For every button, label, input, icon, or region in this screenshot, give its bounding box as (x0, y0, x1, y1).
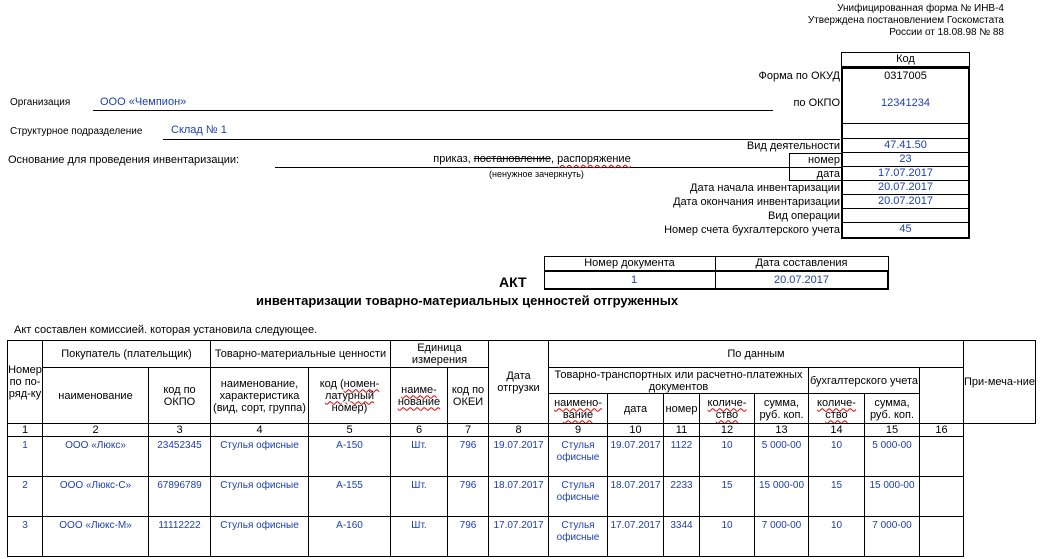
column-number: 14 (809, 424, 865, 437)
cell-okpo: 67896789 (149, 477, 211, 517)
activity-label: Вид деятельности (746, 140, 840, 152)
basis-resolution: постановление (473, 153, 551, 165)
okud-label: Форма по ОКУД (758, 70, 840, 82)
cell-code: А-150 (309, 437, 391, 477)
act-subtitle: инвентаризации товарно-материальных ценностей отгруженных (256, 293, 679, 308)
start-date: 20.07.2017 (877, 181, 934, 193)
okpo-label: по ОКПО (793, 97, 840, 109)
cell-code: А-155 (309, 477, 391, 517)
end-label: Дата окончания инвентаризации (673, 196, 840, 208)
cell-okpo: 23452345 (149, 437, 211, 477)
code-row-end (841, 195, 970, 209)
header-d-date: дата (608, 394, 664, 424)
cell-unit: Шт. (391, 437, 448, 477)
date-label: дата (816, 168, 840, 180)
code-row-activity (841, 139, 970, 153)
header-acc: бухгалтерского учета (809, 368, 920, 394)
start-label: Дата начала инвентаризации (690, 182, 840, 194)
header-d-name: наимено-вание (549, 394, 608, 424)
table-body (8, 437, 1036, 557)
cell-a-sum: 5 000-00 (865, 437, 920, 477)
cell-no: 1 (8, 437, 43, 477)
activity-code: 47.41.50 (884, 139, 927, 151)
header-buyer-name: наименование (43, 368, 149, 424)
header-d-sum: сумма, руб. коп. (755, 394, 809, 424)
cell-d-num: 2233 (664, 477, 700, 517)
doc-box-divider (544, 270, 889, 272)
table-row (8, 477, 1036, 517)
cell-code: А-160 (309, 517, 391, 557)
doc-num-header: Номер документа (584, 257, 675, 269)
header-goods-code-c: номер) (331, 401, 368, 414)
cell-okei: 796 (448, 437, 489, 477)
cell-buyer: ООО «Люкс-М» (43, 517, 149, 557)
cell-d-qty: 15 (700, 477, 755, 517)
cell-buyer: ООО «Люкс-С» (43, 477, 149, 517)
cell-ship: 17.07.2017 (489, 517, 549, 557)
column-number: 1 (8, 424, 43, 437)
cell-note (920, 517, 964, 557)
cell-ship: 18.07.2017 (489, 477, 549, 517)
basis-order: приказ (433, 153, 468, 165)
cell-d-qty: 10 (700, 517, 755, 557)
cell-unit: Шт. (391, 517, 448, 557)
header-goods: Товарно-материальные ценности (211, 341, 391, 368)
header-goods-code-b: номен-латурный (324, 377, 380, 402)
cell-a-qty: 15 (809, 477, 865, 517)
code-row-operation (841, 209, 970, 223)
org-label: Организация (10, 97, 71, 108)
dept-label: Структурное подразделение (10, 126, 143, 137)
intro-text: Акт составлен комиссией. которая установила следующее. (14, 324, 318, 336)
doc-date: 20.07.2017 (773, 274, 830, 286)
basis-sep2: , (551, 153, 558, 165)
doc-date-header: Дата составления (755, 257, 848, 269)
cell-unit: Шт. (391, 477, 448, 517)
cell-no: 3 (8, 517, 43, 557)
basis-label: Основание для проведения инвентаризации: (8, 154, 240, 166)
cell-buyer: ООО «Люкс» (43, 437, 149, 477)
end-date: 20.07.2017 (877, 195, 934, 207)
header-goods-name: наименование, характеристика (вид, сорт, группа) (211, 368, 309, 424)
cell-d-name: Стулья офисные (549, 517, 608, 557)
act-title: АКТ (499, 274, 527, 290)
code-row-account (841, 223, 970, 239)
form-header (808, 3, 1004, 39)
table-row (8, 437, 1036, 477)
cell-note (920, 437, 964, 477)
header-note: При-меча-ние (964, 341, 1036, 424)
cell-d-date: 18.07.2017 (608, 477, 664, 517)
header-goods-code (309, 368, 391, 424)
cell-d-sum: 15 000-00 (755, 477, 809, 517)
cell-d-qty: 10 (700, 437, 755, 477)
cell-d-sum: 7 000-00 (755, 517, 809, 557)
account-number: 45 (899, 223, 912, 235)
code-header: Код (841, 52, 970, 67)
column-number: 3 (149, 424, 211, 437)
header-buyer: Покупатель (плательщик) (43, 341, 211, 368)
cell-d-date: 19.07.2017 (608, 437, 664, 477)
dept-field (163, 124, 840, 140)
column-number: 12 (700, 424, 755, 437)
cell-d-name: Стулья офисные (549, 477, 608, 517)
column-number: 9 (549, 424, 608, 437)
cell-a-qty: 10 (809, 437, 865, 477)
basis-date: 17.07.2017 (877, 167, 934, 179)
basis-note: (ненужное зачеркнуть) (489, 169, 584, 179)
basis-number: 23 (899, 153, 912, 165)
form-header-line3: России от 18.08.98 № 88 (889, 27, 1004, 38)
header-d-num: номер (664, 394, 700, 424)
column-number: 10 (608, 424, 664, 437)
cell-goods: Стулья офисные (211, 477, 309, 517)
basis-field (275, 153, 789, 168)
cell-goods: Стулья офисные (211, 517, 309, 557)
number-label: номер (808, 154, 840, 166)
cell-d-name: Стулья офисные (549, 437, 608, 477)
account-label: Номер счета бухгалтерского учета (664, 224, 840, 236)
code-row-dept (841, 124, 970, 139)
okud-code: 0317005 (884, 70, 927, 82)
cell-okei: 796 (448, 517, 489, 557)
cell-a-qty: 10 (809, 517, 865, 557)
operation-label: Вид операции (768, 210, 840, 222)
header-docs: Товарно-транспортных или расчетно-платежных документов (549, 368, 809, 394)
column-number: 11 (664, 424, 700, 437)
column-number: 2 (43, 424, 149, 437)
dept-value: Склад № 1 (171, 124, 227, 136)
cell-d-date: 17.07.2017 (608, 517, 664, 557)
header-d-qty: количе-ство (700, 394, 755, 424)
header-unit-name: наиме-нование (391, 368, 448, 424)
header-buyer-okpo: код по ОКПО (149, 368, 211, 424)
header-no: Номер по по-ряд-ку (8, 341, 43, 424)
column-number: 6 (391, 424, 448, 437)
cell-note (920, 477, 964, 517)
doc-box-bottom (544, 288, 889, 290)
column-number: 8 (489, 424, 549, 437)
form-header-line1: Унифицированная форма № ИНВ-4 (837, 3, 1004, 14)
cell-goods: Стулья офисные (211, 437, 309, 477)
header-unit-okei: код по ОКЕИ (448, 368, 489, 424)
org-field (93, 96, 773, 111)
column-number: 15 (865, 424, 920, 437)
header-unit: Единица измерения (391, 341, 489, 368)
column-numbers-row (8, 424, 1036, 437)
org-value: ООО «Чемпион» (100, 96, 187, 108)
cell-okpo: 11112222 (149, 517, 211, 557)
cell-a-sum: 15 000-00 (865, 477, 920, 517)
code-row-start (841, 181, 970, 195)
header-ship: Дата отгрузки (489, 341, 549, 424)
cell-d-num: 1122 (664, 437, 700, 477)
basis-instruction: распоряжение (557, 153, 631, 165)
header-a-sum: сумма, руб. коп. (865, 394, 920, 424)
cell-a-sum: 7 000-00 (865, 517, 920, 557)
column-number: 7 (448, 424, 489, 437)
cell-no: 2 (8, 477, 43, 517)
header-a-qty: количе-ство (809, 394, 865, 424)
form-header-line2: Утверждена постановлением Госкомстата (807, 15, 1004, 26)
basis-sep1: , (467, 153, 474, 165)
table-row (8, 517, 1036, 557)
cell-d-num: 3344 (664, 517, 700, 557)
inventory-table (7, 340, 1036, 557)
header-goods-code-a: код ( (319, 377, 344, 390)
header-data: По данным (549, 341, 964, 368)
column-number: 4 (211, 424, 309, 437)
okpo-code: 12341234 (881, 97, 930, 109)
cell-d-sum: 5 000-00 (755, 437, 809, 477)
code-row-date (841, 167, 970, 181)
cell-ship: 19.07.2017 (489, 437, 549, 477)
code-row-number (841, 153, 970, 167)
column-number: 5 (309, 424, 391, 437)
doc-num: 1 (630, 274, 638, 286)
column-number: 16 (920, 424, 964, 437)
column-number: 13 (755, 424, 809, 437)
cell-okei: 796 (448, 477, 489, 517)
